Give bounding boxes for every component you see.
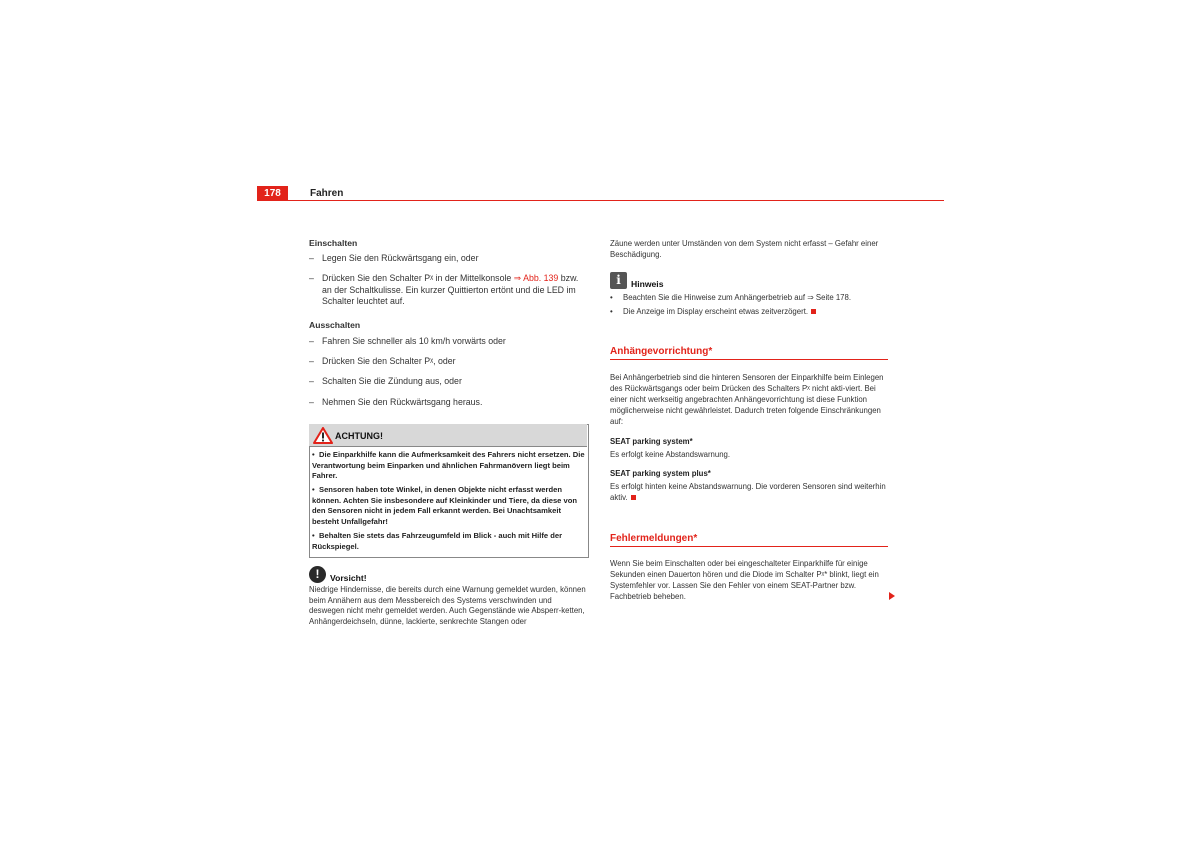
text-before: Drücken Sie den Schalter Pᵡ in der Mittelkonsole [322, 273, 514, 283]
bullet: • [610, 307, 613, 316]
caution-text: Niedrige Hindernisse, die bereits durch eine Warnung gemeldet wurden, können beim Annähern aus dem Messbereich des Systems verschwinden und deswegen nicht mehr gemeldet werden. Auch Gegenstände wie Absperr-ketten, Anhängerdeichseln, dünne, lackierte, senkrechte Stangen oder [309, 585, 586, 626]
list-item [309, 397, 587, 409]
list-item [309, 356, 587, 368]
text-after: bzw. an der Schaltkulisse. Ein kurzer Quittierton ertönt und die LED im Schalter leuchtet auf. [322, 273, 579, 306]
note-text: Beachten Sie die Hinweise zum Anhängerbetrieb auf ⇒ Seite 178. [623, 293, 852, 302]
chapter-title: Fahren [310, 188, 344, 199]
caution-title: Vorsicht! [330, 573, 367, 583]
note-text: Die Anzeige im Display erscheint etwas zeitverzögert. [623, 307, 809, 316]
caution-icon: ! [309, 566, 326, 583]
note-item [610, 292, 888, 303]
warning-title: ACHTUNG! [335, 431, 383, 441]
bullet: • [312, 485, 315, 494]
warning-text: Sensoren haben tote Winkel, in denen Objekte nicht erfasst werden können. Achten Sie insbesondere auf Kleinkinder und Tiere, da diese von den Sensoren nicht in jedem Fall erkannt werden. Bei Unachtsamkeit besteht Unfallgefahr! [312, 485, 577, 526]
ausschalten-heading: Ausschalten [309, 320, 361, 330]
info-icon: i [610, 272, 627, 289]
system1-title: SEAT parking system* [610, 437, 693, 446]
list-item [309, 253, 587, 265]
note-title: Hinweis [631, 279, 664, 289]
continue-arrow-icon [889, 592, 895, 600]
system2-text-content: Es erfolgt hinten keine Abstandswarnung. Die vorderen Sensoren sind weiterhin aktiv. [610, 482, 886, 502]
fehler-text: Wenn Sie beim Einschalten oder bei eingeschalteter Einparkhilfe für einige Sekunden einen Dauerton hören und die Diode im Schalter Pᵡ* blinkt, liegt ein Systemfehler vor. Lassen Sie den Fehler von einem SEAT-Partner bzw. Fachbetrieb beheben. [610, 559, 879, 601]
dash: – [309, 376, 314, 386]
list-item-text: Nehmen Sie den Rückwärtsgang heraus. [322, 397, 483, 407]
warning-triangle-icon [313, 427, 333, 444]
warning-paragraph [312, 450, 585, 482]
list-item [309, 273, 587, 308]
anhaenger-intro: Bei Anhängerbetrieb sind die hinteren Sensoren der Einparkhilfe beim Einlegen des Rückwärtsgangs oder beim Drücken des Schalters Pᵡ nicht akti-viert. Bei einer nicht werkseitig angebrachten Anhängevorrichtung ist diese Funktion möglicherweise nicht gewährleistet. Dadurch treten folgende Einschränkungen auf: [610, 373, 884, 426]
section-title-fehlermeldungen: Fehlermeldungen* [610, 533, 698, 544]
page-number: 178 [257, 186, 288, 201]
dash: – [309, 273, 314, 283]
warning-text: Behalten Sie stets das Fahrzeugumfeld im Blick - auch mit Hilfe der Rückspiegel. [312, 531, 563, 551]
continuation-text: Zäune werden unter Umständen von dem System nicht erfasst – Gefahr einer Beschädigung. [610, 239, 879, 259]
note-item [610, 306, 888, 317]
einschalten-heading: Einschalten [309, 238, 358, 248]
dash: – [309, 253, 314, 263]
section-title-anhaengevorrichtung: Anhängevorrichtung* [610, 346, 713, 357]
dash: – [309, 336, 314, 346]
bullet: • [610, 293, 613, 302]
list-item [309, 376, 587, 388]
end-marker [811, 309, 816, 314]
list-item [309, 336, 587, 348]
dash: – [309, 397, 314, 407]
dash: – [309, 356, 314, 366]
end-marker [631, 495, 636, 500]
system2-title: SEAT parking system plus* [610, 469, 711, 478]
bullet: • [312, 450, 315, 459]
bullet: • [312, 531, 315, 540]
system1-text: Es erfolgt keine Abstandswarnung. [610, 450, 731, 459]
header-rule [257, 200, 944, 201]
section-rule [610, 546, 888, 547]
list-item-text: Fahren Sie schneller als 10 km/h vorwärts oder [322, 336, 506, 346]
warning-text: Die Einparkhilfe kann die Aufmerksamkeit des Fahrers nicht ersetzen. Die Verantwortung beim Einparken und ähnlichen Fahrmanövern liegt beim Fahrer. [312, 450, 585, 481]
list-item-text [322, 273, 587, 308]
section-rule [610, 359, 888, 360]
list-item-text: Legen Sie den Rückwärtsgang ein, oder [322, 253, 479, 263]
list-item-text: Schalten Sie die Zündung aus, oder [322, 376, 462, 386]
warning-paragraph [312, 531, 585, 552]
system2-text [610, 481, 888, 503]
list-item-text: Drücken Sie den Schalter Pᵡ, oder [322, 356, 456, 366]
warning-paragraph [312, 485, 585, 527]
figure-link[interactable]: ⇒ Abb. 139 [513, 273, 559, 283]
